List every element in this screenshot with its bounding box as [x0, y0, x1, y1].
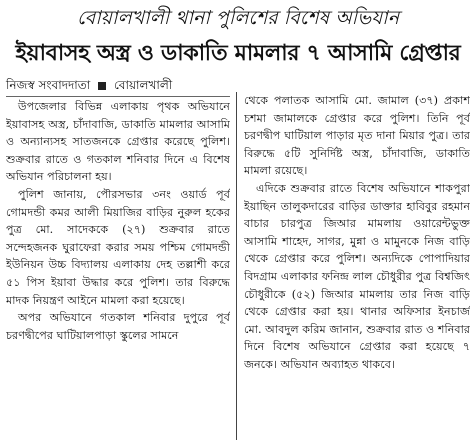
right-column	[244, 92, 470, 432]
square-bullet-icon	[98, 82, 106, 90]
paragraph: উপজেলার বিভিন্ন এলাকায় পৃথক অভিযানে ইয়াবাসহ অস্ত্র, চাঁদাবাজি, ডাকাতি মামলার আসামি ও অন্যান্যসহ সাতজনকে গ্রেপ্তার করেছে পুলিশ। শুক্রবার রাতে ও গতকাল শনিবার দিনে এ বিশেষ অভিযান পরিচালনা হয়।	[6, 100, 230, 184]
headline: ইয়াবাসহ অস্ত্র ও ডাকাতি মামলার ৭ আসামি গ্রেপ্তার	[15, 41, 461, 66]
byline	[6, 74, 230, 97]
paragraph: থেকে পলাতক আসামি মো. জামাল (৩৭) প্রকাশ চশমা জামালকে গ্রেপ্তার করে পুলিশ। তিনি পূর্ব চরণদ্বীপ ঘাটিয়াল পাড়ার মৃত দানা মিয়ার পুত্র। তার বিরুদ্ধে ৫টি সুনির্দিষ্ট অস্ত্র, চাঁদাবাজি, ডাকাতি মামলা রয়েছে।	[244, 94, 470, 178]
paragraph: পুলিশ জানায়, পৌরসভার ৩নং ওয়ার্ড পূর্ব গোমদন্ডী কমর আলী মিয়াজির বাড়ির নুরুল হকের পুত্র মো. সাদেককে (২৭) শুক্রবার রাতে সন্দেহজনক ঘুরাফেরা করার সময় পশ্চিম গোমদন্ডী ইউনিয়ন উচ্চ বিদ্যালয় এলাকায় দেহ তল্লাশী করে ৫১ পিস ইয়াবা উদ্ধার করে পুলিশ। তার বিরুদ্ধে মাদক নিয়ন্ত্রণ আইনে মামলা করা হয়েছে।	[6, 187, 230, 307]
byline-reporter: নিজস্ব সংবাদদাতা	[6, 78, 91, 92]
byline-place: বোয়ালখালী	[113, 78, 173, 92]
article-body	[6, 94, 470, 442]
column-divider	[236, 92, 237, 440]
left-column	[6, 98, 230, 438]
kicker: বোয়ালখালী থানা পুলিশের বিশেষ অভিযান	[76, 7, 400, 29]
paragraph: এদিকে শুক্রবার রাতে বিশেষ অভিযানে শাকপুরা ইয়াছিন তালুকদারের বাড়ির ডাক্তার হাবিবুর রহমান বাচার চারপুত্র জিআর মামলায় ওয়ারেন্টভুক্ত আসামি শাহেদ, সাগর, মুন্না ও মামুনকে নিজ বাড়ি থেকে গ্রেপ্তার করে পুলিশ। অন্যদিকে পোপাদিয়ার বিদগ্রাম এলাকার ফনিন্দ্র লাল চৌধুরীর পুত্র বিশ্বজিৎ চৌধুরীকে (৫২) জিআর মামলায় তার নিজ বাড়ি থেকে গ্রেপ্তার করা হয়। থানার অফিসার ইনচার্জ মো. আবদুল করিম জানান, শুক্রবার রাত ও শনিবার দিনে বিশেষ অভিযানে গ্রেপ্তার করা হয়েছে ৭ জনকে। অভিযান অব্যাহত থাকবে।	[244, 181, 470, 371]
paragraph: অপর অভিযানে গতকাল শনিবার দুপুরে পূর্ব চরণদ্বীপের ঘাটিয়ালপাড়া স্কুলের সামনে	[6, 311, 230, 342]
